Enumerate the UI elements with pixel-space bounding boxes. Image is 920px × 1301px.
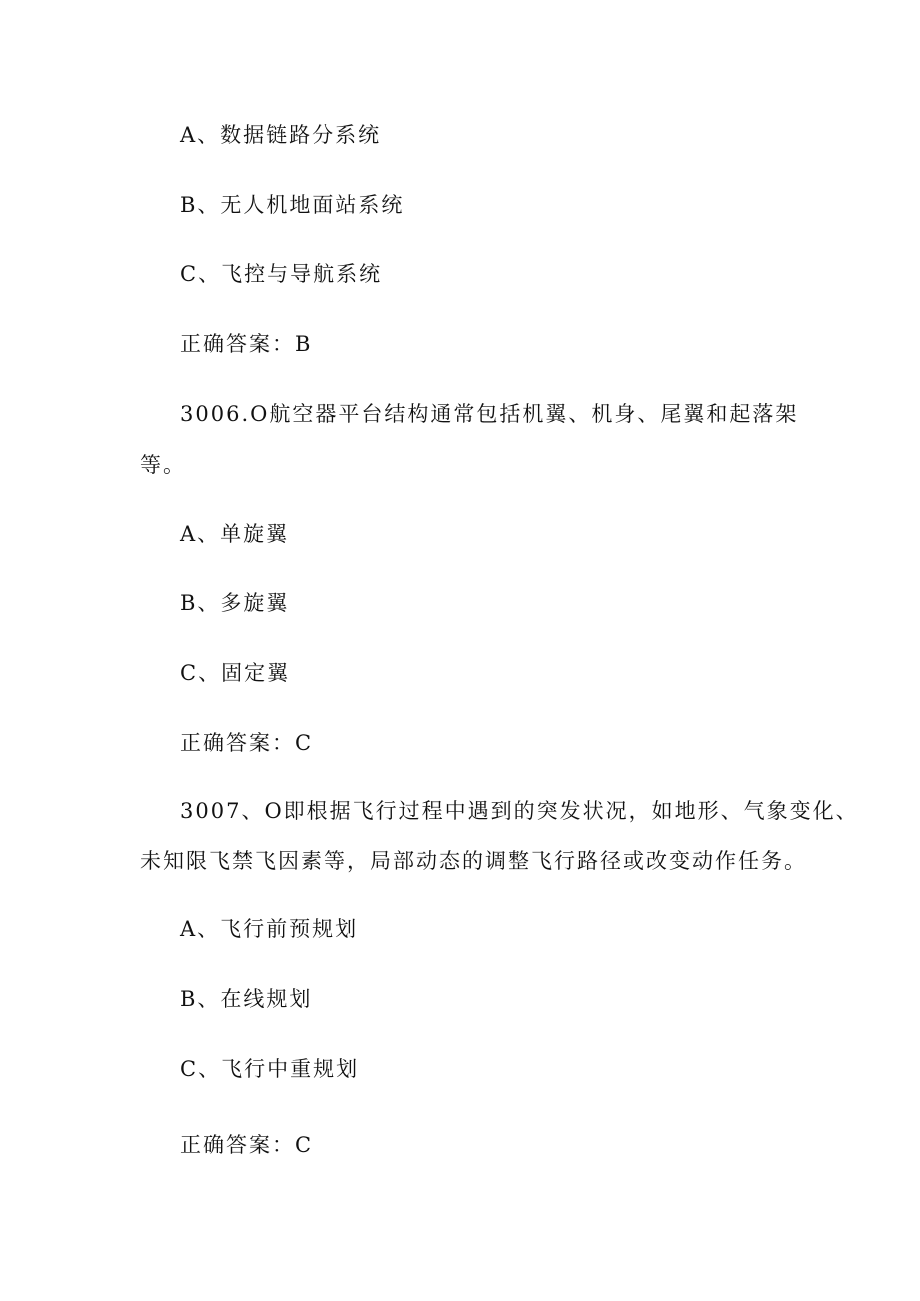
question-text-line1: 3006.O航空器平台结构通常包括机翼、机身、尾翼和起落架 xyxy=(180,402,799,426)
option-a: A、数据链路分系统 xyxy=(180,123,382,147)
option-b: B、多旋翼 xyxy=(180,591,290,615)
option-b: B、无人机地面站系统 xyxy=(180,193,405,217)
question-text-line2: 等。 xyxy=(140,453,186,477)
option-c: C、飞控与导航系统 xyxy=(180,262,383,286)
option-a: A、单旋翼 xyxy=(180,522,290,546)
option-c: C、飞行中重规划 xyxy=(180,1057,360,1081)
answer-line: 正确答案：B xyxy=(180,332,313,356)
answer-line: 正确答案：C xyxy=(180,731,314,755)
option-b: B、在线规划 xyxy=(180,987,313,1011)
answer-line: 正确答案：C xyxy=(180,1133,314,1157)
question-text-line1: 3007、O即根据飞行过程中遇到的突发状况，如地形、气象变化、 xyxy=(180,799,859,823)
question-text-line2: 未知限飞禁飞因素等，局部动态的调整飞行路径或改变动作任务。 xyxy=(140,849,807,873)
option-c: C、固定翼 xyxy=(180,661,291,685)
option-a: A、飞行前预规划 xyxy=(180,917,359,941)
